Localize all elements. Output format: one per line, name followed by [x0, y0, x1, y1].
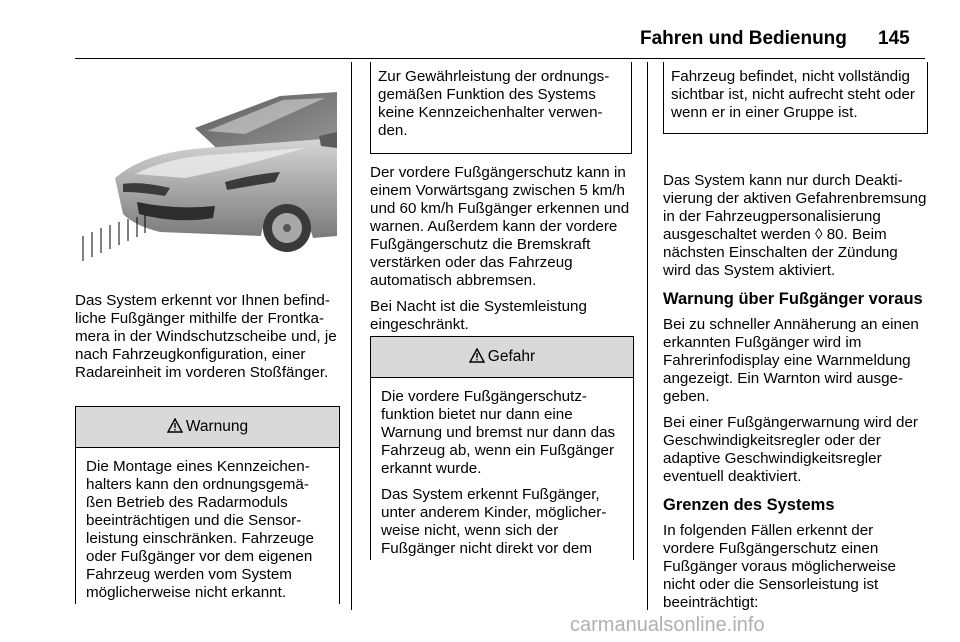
continued-box-text: Fahrzeug befindet, nicht vollständig sichtbar ist, nicht aufrecht steht oder wenn er in einer Gruppe ist.: [671, 68, 915, 121]
warning-title: Warnung: [185, 418, 249, 435]
intro-paragraph: Das System erkennt vor Ihnen befindliche Fußgänger mithilfe der Frontkamera in der Windschutzscheibe und, je nach Fahrzeugkonfiguration, einer Radareinheit im vorderen Stoßfänger.: [75, 292, 337, 381]
continued-box-text: Zur Gewährleistung der ordnungsgemäßen Funktion des Systems keine Kennzeichenhalter verwenden.: [378, 68, 610, 139]
continued-box-top: [370, 62, 632, 154]
watermark: carmanualsonline.info: [570, 614, 765, 636]
warning-body: [76, 448, 339, 618]
danger-body: [371, 378, 633, 574]
section-heading: Grenzen des Systems: [663, 496, 835, 514]
header-rule: [75, 58, 925, 59]
car-radar-illustration: [75, 86, 340, 266]
column-2: [370, 164, 632, 342]
continued-box-top: [663, 62, 928, 134]
paragraph: Das System kann nur durch Deaktivierung der aktiven Gefahrenbremsung in der Fahrzeugpersonalisierung ausgeschaltet werden ◊ 80. Beim nächsten Einschalten der Zündung wird das System aktiviert.: [663, 172, 927, 279]
warning-triangle-icon: [167, 418, 183, 437]
danger-box: [370, 336, 634, 560]
paragraph: Der vordere Fußgängerschutz kann in einem Vorwärtsgang zwischen 5 km/h und 60 km/h Fußgänger erkennen und warnen. Außerdem kann der vordere Fußgängerschutz die Bremskraft verstärken oder das Fahrzeug automatisch abbremsen.: [370, 164, 630, 289]
paragraph: Bei Nacht ist die Systemleistung eingeschränkt.: [370, 298, 587, 333]
warning-box: [75, 406, 340, 604]
column-3: [663, 172, 928, 620]
danger-text: Die vordere Fußgängerschutzfunktion bietet nur dann eine Warnung und bremst nur dann das Fahrzeug ab, wenn ein Fußgänger erkannt wurde.: [381, 388, 616, 477]
column-1: [75, 292, 340, 390]
warning-triangle-icon: [469, 348, 485, 367]
danger-title: Gefahr: [487, 348, 536, 365]
column-divider: [351, 62, 352, 610]
column-divider: [647, 62, 648, 610]
danger-box-header: [371, 336, 633, 378]
page-header-title: Fahren und Bedienung: [640, 28, 847, 49]
warning-box-header: [76, 406, 339, 448]
page-number: 145: [878, 28, 910, 49]
danger-text: Das System erkennt Fußgänger, unter anderem Kinder, möglicherweise nicht, wenn sich der Fußgänger nicht direkt vor dem: [381, 486, 607, 557]
warning-text: Die Montage eines Kennzeichenhalters kann den ordnungsgemäßen Betrieb des Radarmoduls beeinträchtigen und die Sensorleistung einschränken. Fahrzeuge oder Fußgänger vor dem eigenen Fahrzeug werden vom System möglicherweise nicht erkannt.: [86, 458, 314, 601]
paragraph: In folgenden Fällen erkennt der vordere Fußgängerschutz einen Fußgänger voraus möglicherweise nicht oder die Sensorleistung ist beeinträchtigt:: [663, 522, 896, 611]
paragraph: Bei einer Fußgängerwarnung wird der Geschwindigkeitsregler oder der adaptive Geschwindigkeitsregler eventuell deaktiviert.: [663, 414, 918, 485]
paragraph: Bei zu schneller Annäherung an einen erkannten Fußgänger wird im Fahrerinfodisplay eine Warnmeldung angezeigt. Ein Warnton wird ausgegeben.: [663, 316, 919, 405]
section-heading: Warnung über Fußgänger voraus: [663, 290, 923, 308]
